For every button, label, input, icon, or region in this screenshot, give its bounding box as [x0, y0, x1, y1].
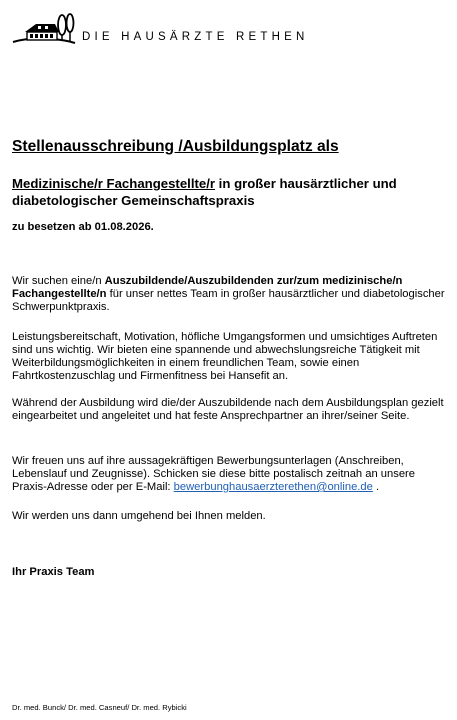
- paragraph-application-end: .: [372, 481, 380, 493]
- posting-title: Stellenausschreibung /Ausbildungsplatz als: [12, 138, 339, 155]
- paragraph-search-end: für unser nettes Team in großer hausärztlicher und diabetologischer Schwerpunktpraxis.: [12, 288, 445, 313]
- paragraph-application-start: Wir freuen uns auf ihre aussagekräftigen Bewerbungsunterlagen (Anschreiben, Lebenslauf und Zeugnisse). Schicken sie diese bitte postalisch zeitnah an unsere Praxis-Adresse oder per E-Mail:: [12, 455, 416, 493]
- signoff: Ihr Praxis Team: [12, 566, 95, 578]
- paragraph-closing: Wir werden uns dann umgehend bei Ihnen melden.: [12, 510, 266, 522]
- position-description: in großer hausärztlicher und diabetologischer Gemeinschaftspraxis: [12, 176, 397, 208]
- practice-name: DIE HAUSÄRZTE RETHEN: [82, 31, 309, 43]
- position-heading: [12, 175, 452, 209]
- paragraph-search: [12, 275, 452, 314]
- paragraph-requirements: Leistungsbereitschaft, Motivation, höfliche Umgangsformen und umsichtiges Auftreten sind uns wichtig. Wir bieten eine spannende und abwechslungsreiche Tätigkeit mit Weiterbildungsmöglichkeiten in einem freundlichen Team, sowie einen Fahrtkostenzuschlag und Firmenfitness bei Hansefit an.: [12, 331, 438, 382]
- paragraph-search-start: Wir suchen eine/n: [12, 275, 105, 287]
- paragraph-search-position: Auszubildende/Auszubildenden zur/zum medizinische/n Fachangestellte/n: [12, 275, 403, 300]
- position-name: Medizinische/r Fachangestellte/r: [12, 176, 216, 191]
- start-date: zu besetzen ab 01.08.2026.: [12, 221, 154, 233]
- paragraph-training: Während der Ausbildung wird die/der Auszubildende nach dem Ausbildungsplan gezielt eingearbeitet und angeleitet und hat feste Ansprechpartner an ihrer/seiner Seite.: [12, 397, 444, 422]
- email-link[interactable]: bewerbunghausaerzterethen@online.de: [173, 481, 373, 493]
- footer-doctors: Dr. med. Bunck/ Dr. med. Casneuf/ Dr. med. Rybicki: [12, 703, 187, 712]
- paragraph-application: [12, 455, 452, 494]
- practice-logo-house-icon: [11, 12, 77, 48]
